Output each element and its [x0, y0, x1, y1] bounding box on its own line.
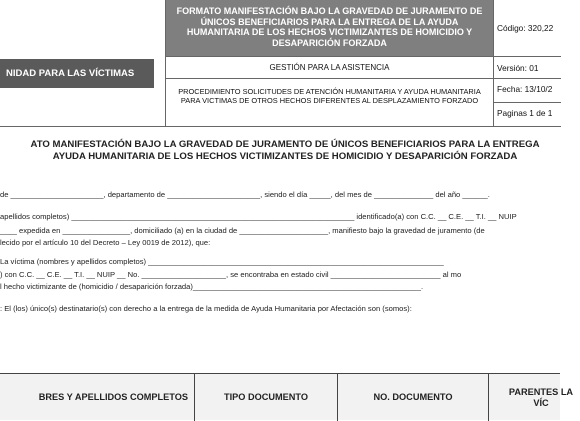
document-title-line-2: AYUDA HUMANITARIA DE LOS HECHOS VICTIMIZANTES DE HOMICIDIO Y DESAPARICIÓN FORZADA: [52, 151, 518, 162]
column-header-names: BRES Y APELLIDOS COMPLETOS: [0, 374, 195, 421]
gestion-label: GESTIÓN PARA LA ASISTENCIA: [166, 57, 493, 79]
document-metadata: [493, 0, 560, 127]
column-header-document-number: NO. DOCUMENTO: [338, 374, 489, 421]
procedimiento-label: PROCEDIMIENTO SOLICITUDES DE ATENCIÓN HUMANITARIA Y AYUDA HUMANITARIA PARA VICTIMAS DE OTROS HECHOS DIFERENTES AL DESPLAZAMIENTO FORZADO: [166, 79, 493, 127]
codigo-field: Código: 320,22: [494, 0, 561, 57]
form-line-expedition: ____ expedida en ________________, domiciliado (a) en la ciudad de _____________________, manifiesto bajo la gravedad de juramento (de: [0, 226, 485, 235]
form-header: [0, 0, 560, 127]
version-field: Versión: 01: [494, 57, 561, 79]
paginas-field: Paginas 1 de 1: [494, 103, 561, 127]
document-title-line-1: ATO MANIFESTACIÓN BAJO LA GRAVEDAD DE JURAMENTO DE ÚNICOS BENEFICIARIOS PARA LA ENTREGA: [30, 139, 540, 150]
column-header-document-type: TIPO DOCUMENTO: [195, 374, 338, 421]
unidad-victimas-logo: NIDAD PARA LAS VÍCTIMAS: [0, 59, 154, 88]
form-line-event: l hecho victimizante de (homicidio / desaparición forzada)______________________________________________________.: [0, 282, 424, 291]
form-line-victim-name: La víctima (nombres y apellidos completos) ______________________________________________________________________: [0, 257, 444, 266]
form-line-victim-id: ) con C.C. __ C.E. __ T.I. __ NUIP __ No. ____________________, se encontraba en estado civil __________________________ al mo: [0, 270, 462, 279]
beneficiaries-table-header: [0, 373, 574, 420]
logo-cell: [0, 0, 166, 127]
form-title-header: FORMATO MANIFESTACIÓN BAJO LA GRAVEDAD DE JURAMENTO DE ÚNICOS BENEFICIARIOS PARA LA ENTREGA DE LA AYUDA HUMANITARIA DE LOS HECHOS VICTIMIZANTES DE HOMICIDIO Y DESAPARICIÓN FORZADA: [166, 0, 493, 57]
form-line-location-date: de ______________________, departamento de ______________________, siendo el día _____, del mes de ______________ del año ______.: [0, 190, 490, 199]
document-title: [0, 139, 580, 163]
form-line-decree: lecido por el artículo 10 del Decreto – Ley 0019 de 2012), que:: [0, 238, 211, 247]
form-line-declarant-name: apellidos completos) ___________________________________________________________________ identificado(a) con C.C. __ C.E. __ T.I. __ NUIP: [0, 212, 517, 221]
form-line-beneficiaries: : El (los) único(s) destinatario(s) con derecho a la entrega de la medida de Ayuda Humanitaria por Afectación son (somos):: [0, 304, 412, 313]
column-header-relationship: PARENTES LA VÍC: [508, 386, 574, 408]
fecha-field: Fecha: 13/10/2: [494, 79, 561, 103]
